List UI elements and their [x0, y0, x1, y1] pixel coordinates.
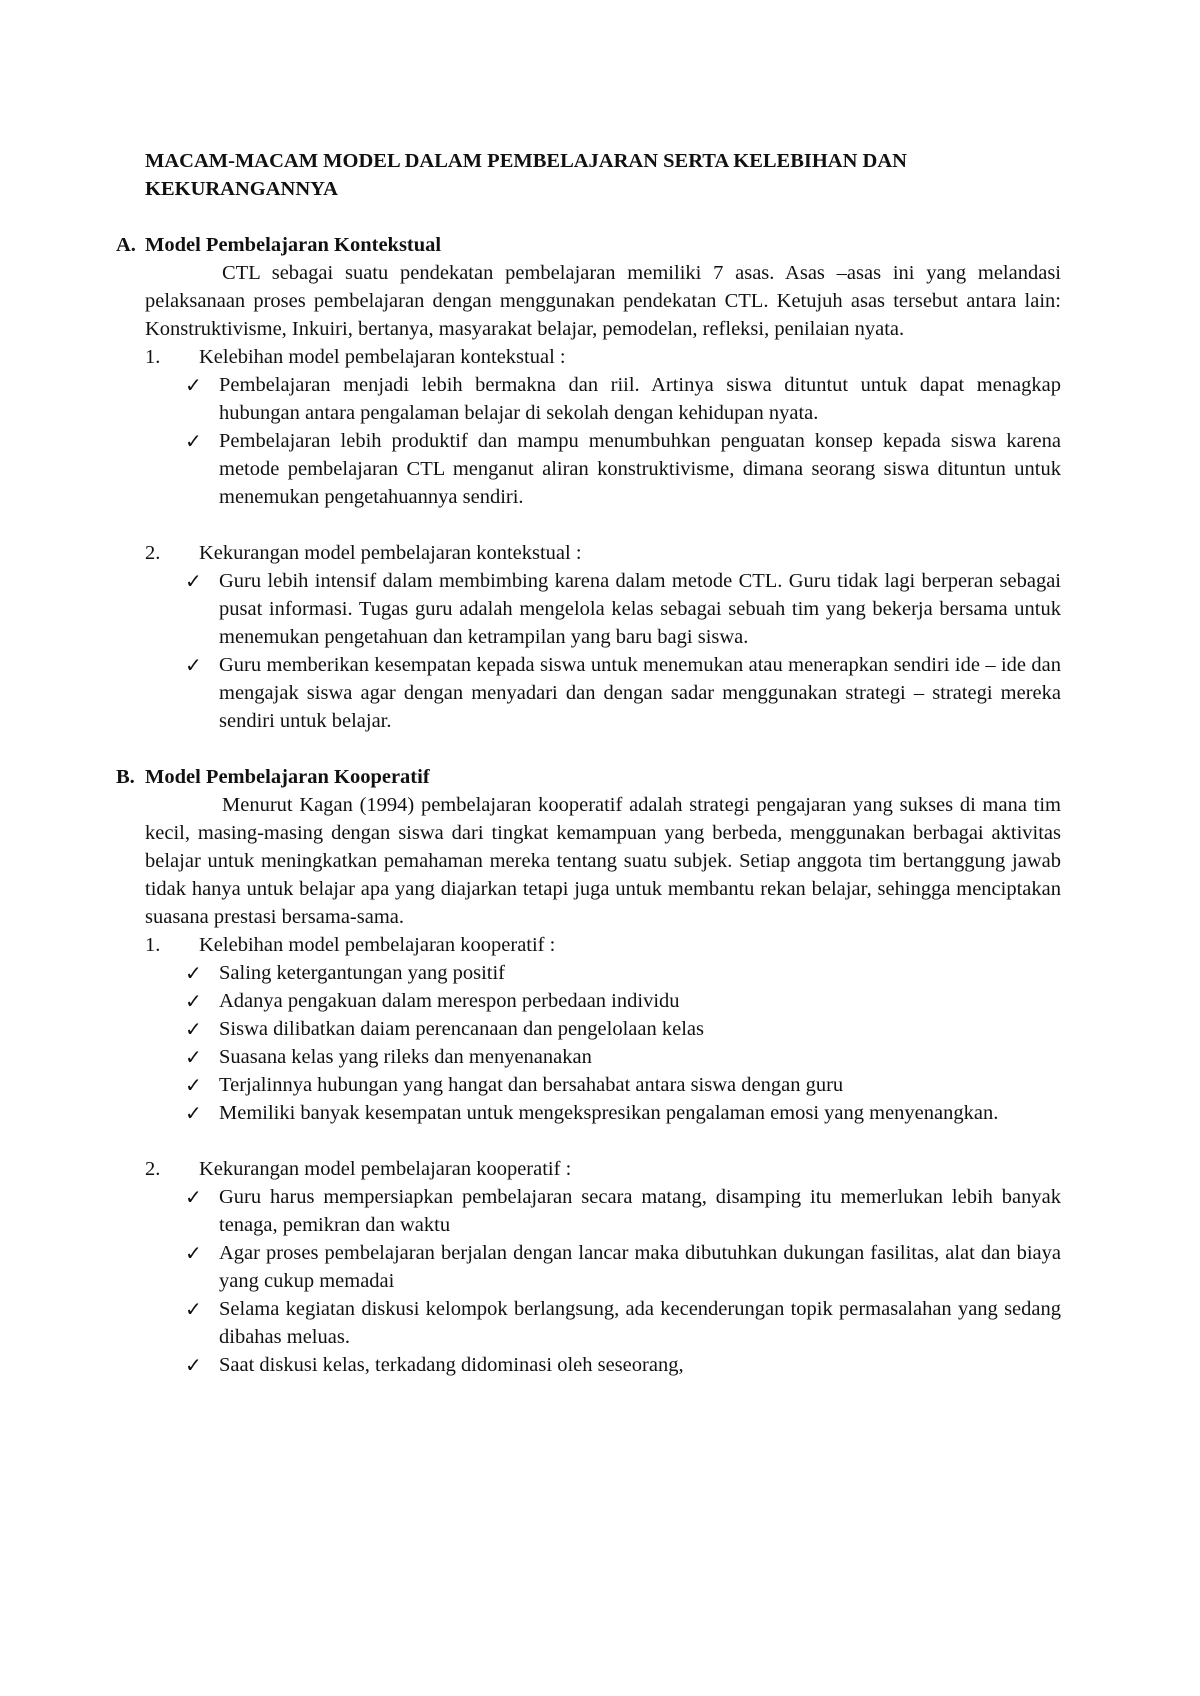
section-b-letter: B. [116, 766, 135, 788]
checkmark-icon: ✓ [185, 1185, 202, 1209]
document-title: MACAM-MACAM MODEL DALAM PEMBELAJARAN SERTA KELEBIHAN DAN KEKURANGANNYA [145, 150, 907, 200]
list-item-text: Adanya pengakuan dalam merespon perbedaan individu [219, 990, 680, 1012]
checkmark-icon: ✓ [185, 429, 202, 453]
spacer [145, 511, 1061, 539]
checkmark-icon: ✓ [185, 989, 202, 1013]
list-item-text: Agar proses pembelajaran berjalan dengan lancar maka dibutuhkan dukungan fasilitas, alat dan biaya yang cukup memadai [219, 1242, 1061, 1292]
list-number: 1. [145, 934, 161, 956]
list-item-text: Pembelajaran lebih produktif dan mampu menumbuhkan penguatan konsep kepada siswa karena metode pembelajaran CTL menganut aliran konstruktivisme, dimana seorang siswa dituntun untuk menemukan pengetahuannya sendiri. [219, 430, 1061, 508]
document-content [116, 147, 1061, 1379]
list-item-text: Pembelajaran menjadi lebih bermakna dan riil. Artinya siswa dituntut untuk dapat menagkap hubungan antara pengalaman belajar di sekolah dengan kehidupan nyata. [219, 374, 1061, 424]
list-item-text: Guru harus mempersiapkan pembelajaran secara matang, disamping itu memerlukan lebih banyak tenaga, pemikran dan waktu [219, 1186, 1061, 1236]
section-b-kelebihan-label [145, 931, 1061, 959]
list-item [145, 1239, 1061, 1295]
list-item-text: Guru lebih intensif dalam membimbing karena dalam metode CTL. Guru tidak lagi berperan sebagai pusat informasi. Tugas guru adalah mengelola kelas sebagai sebuah tim yang bekerja bersama untuk menemukan pengetahuan dan ketrampilan yang baru bagi siswa. [219, 570, 1061, 648]
list-item-text: Saat diskusi kelas, terkadang didominasi oleh seseorang, [219, 1354, 684, 1376]
section-a-paragraph: CTL sebagai suatu pendekatan pembelajaran memiliki 7 asas. Asas –asas ini yang melandasi pelaksanaan proses pembelajaran dengan menggunakan pendekatan CTL. Ketujuh asas tersebut antara lain: Konstruktivisme, Inkuiri, bertanya, masyarakat belajar, pemodelan, refleksi, penilaian nyata. [145, 262, 1061, 340]
section-b-kekurangan-list [145, 1183, 1061, 1379]
section-a-letter: A. [116, 234, 136, 256]
checkmark-icon: ✓ [185, 961, 202, 985]
checkmark-icon: ✓ [185, 373, 202, 397]
list-number: 2. [145, 542, 161, 564]
section-a-kelebihan-label [145, 343, 1061, 371]
list-label: Kekurangan model pembelajaran kontekstual : [199, 542, 582, 564]
checkmark-icon: ✓ [185, 1017, 202, 1041]
list-item-text: Guru memberikan kesempatan kepada siswa untuk menemukan atau menerapkan sendiri ide – ide dan mengajak siswa agar dengan menyadari dan dengan sadar menggunakan strategi – strategi mereka sendiri untuk belajar. [219, 654, 1061, 732]
section-a-heading [116, 231, 1061, 259]
list-item [145, 567, 1061, 651]
list-number: 2. [145, 1158, 161, 1180]
section-b-paragraph: Menurut Kagan (1994) pembelajaran kooperatif adalah strategi pengajaran yang sukses di mana tim kecil, masing-masing dengan siswa dari tingkat kemampuan yang berbeda, menggunakan berbagai aktivitas belajar untuk meningkatkan pemahaman mereka tentang suatu subjek. Setiap anggota tim bertanggung jawab tidak hanya untuk belajar apa yang diajarkan tetapi juga untuk membantu rekan belajar, sehingga menciptakan suasana prestasi bersama-sama. [145, 794, 1061, 928]
section-a-kelebihan-list [145, 371, 1061, 511]
list-item [145, 1071, 1061, 1099]
section-b-heading [116, 763, 1061, 791]
section-a [116, 231, 1061, 735]
list-item-text: Siswa dilibatkan daiam perencanaan dan pengelolaan kelas [219, 1018, 704, 1040]
list-item-text: Memiliki banyak kesempatan untuk mengekspresikan pengalaman emosi yang menyenangkan. [219, 1102, 999, 1124]
checkmark-icon: ✓ [185, 1101, 202, 1125]
list-item-text: Saling ketergantungan yang positif [219, 962, 505, 984]
checkmark-icon: ✓ [185, 569, 202, 593]
section-a-kekurangan-list [145, 567, 1061, 735]
section-a-title: Model Pembelajaran Kontekstual [145, 234, 442, 256]
list-item [145, 1043, 1061, 1071]
list-item [145, 1351, 1061, 1379]
section-b-kelebihan-list [145, 959, 1061, 1127]
list-number: 1. [145, 346, 161, 368]
checkmark-icon: ✓ [185, 1297, 202, 1321]
list-item [145, 987, 1061, 1015]
list-label: Kelebihan model pembelajaran kooperatif : [199, 934, 556, 956]
checkmark-icon: ✓ [185, 1353, 202, 1377]
spacer [145, 735, 1061, 763]
list-label: Kelebihan model pembelajaran kontekstual : [199, 346, 566, 368]
list-item-text: Selama kegiatan diskusi kelompok berlangsung, ada kecenderungan topik permasalahan yang sedang dibahas meluas. [219, 1298, 1061, 1348]
list-item [145, 371, 1061, 427]
list-item-text: Terjalinnya hubungan yang hangat dan bersahabat antara siswa dengan guru [219, 1074, 844, 1096]
list-item [145, 1015, 1061, 1043]
spacer [145, 1127, 1061, 1155]
section-b-kekurangan-label [145, 1155, 1061, 1183]
list-item [145, 427, 1061, 511]
section-b-title: Model Pembelajaran Kooperatif [145, 766, 430, 788]
list-item [145, 959, 1061, 987]
section-a-kekurangan-label [145, 539, 1061, 567]
list-item [145, 1099, 1061, 1127]
checkmark-icon: ✓ [185, 653, 202, 677]
list-item [145, 1295, 1061, 1351]
list-label: Kekurangan model pembelajaran kooperatif : [199, 1158, 572, 1180]
section-b [116, 763, 1061, 1379]
checkmark-icon: ✓ [185, 1073, 202, 1097]
list-item [145, 651, 1061, 735]
checkmark-icon: ✓ [185, 1241, 202, 1265]
list-item [145, 1183, 1061, 1239]
checkmark-icon: ✓ [185, 1045, 202, 1069]
list-item-text: Suasana kelas yang rileks dan menyenanakan [219, 1046, 592, 1068]
